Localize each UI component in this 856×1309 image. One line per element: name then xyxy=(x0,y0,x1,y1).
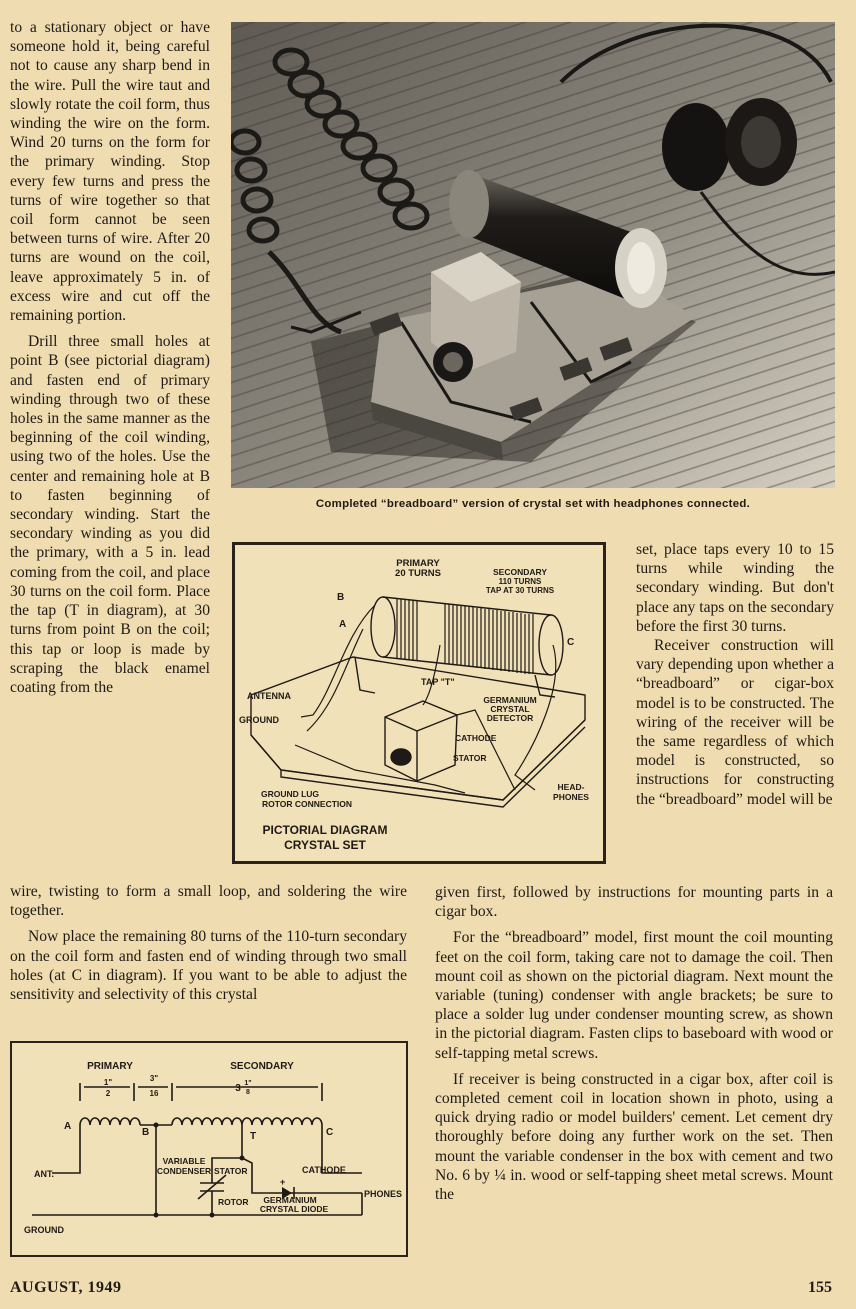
label-antenna: ANTENNA xyxy=(247,691,291,701)
label-secondary-turns: 110 TURNS xyxy=(498,577,542,586)
schem-rotor: ROTOR xyxy=(218,1197,249,1207)
schem-dim-3-1-8-num: 1" xyxy=(244,1080,252,1087)
paragraph: set, place taps every 10 to 15 turns while winding the secondary winding. But don't place any taps on the secondary before the first 30 turns. xyxy=(636,541,834,635)
column-1-wide-text xyxy=(10,882,407,1011)
schem-dim-3-16-num: 3" xyxy=(149,1074,159,1083)
paragraph: Receiver construction will vary depending upon whether a “breadboard” or cigar-box model is to be constructed. The wiring of the receiver will be the same regardless of which model is constructed, so instructions for constructing the “breadboard” model will be xyxy=(636,637,834,808)
paragraph: given first, followed by instructions for mounting parts in a cigar box. xyxy=(435,884,833,921)
page-number: 155 xyxy=(808,1279,832,1296)
schem-label-a: A xyxy=(64,1121,72,1132)
label-a: A xyxy=(339,619,347,630)
schematic-diagram xyxy=(10,1041,408,1257)
label-secondary-tap: TAP AT 30 TURNS xyxy=(485,586,555,595)
photo-caption: Completed “breadboard” version of crystal set with headphones connected. xyxy=(315,498,751,510)
issue-date: AUGUST, 1949 xyxy=(10,1279,122,1296)
label-b: B xyxy=(337,592,345,603)
schem-label-c: C xyxy=(326,1127,334,1138)
pictorial-title: PICTORIAL DIAGRAM xyxy=(262,823,388,837)
label-secondary: SECONDARY xyxy=(493,567,547,577)
column-3-upper-text xyxy=(636,540,834,809)
label-c: C xyxy=(567,637,575,648)
schem-dim-half-num: 1" xyxy=(103,1078,113,1087)
label-ground-lug: GROUND LUG xyxy=(260,789,320,799)
schem-plus: + xyxy=(280,1177,286,1187)
schem-secondary: SECONDARY xyxy=(230,1061,294,1072)
paragraph: If receiver is being constructed in a cigar box, after coil is completed cement coil in location shown in photo, using a quick drying radio or model builders' cement. Let cement dry thoroughly before doing any further work on the set. Then mount the variable condenser in the box with cement and two No. 6 by ¼ in. wood or self-tapping sheet metal screws. Mount the xyxy=(435,1070,833,1204)
label-cathode: CATHODE xyxy=(455,733,497,743)
schem-ant: ANT. xyxy=(34,1169,54,1179)
label-ground: GROUND xyxy=(239,715,279,725)
schem-dim-3-16-den: 16 xyxy=(149,1089,159,1098)
label-detector: DETECTOR xyxy=(486,713,534,723)
column-2-lower-text xyxy=(435,883,833,1211)
paragraph: wire, twisting to form a small loop, and soldering the wire together. xyxy=(10,883,407,920)
schem-variable: VARIABLE xyxy=(162,1156,206,1166)
schem-germanium: GERMANIUM xyxy=(263,1195,317,1205)
schem-primary: PRIMARY xyxy=(87,1061,133,1072)
schem-phones: PHONES xyxy=(364,1189,403,1199)
schem-label-t: T xyxy=(250,1131,257,1142)
paragraph: to a stationary object or have someone hold it, being careful not to cause any sharp bend in the wire. Pull the wire taut and slowly rotate the coil form, thus winding the wire on the form. Wind 20 turns on the form for the primary winding. Stop every few turns and press the turns of wire together so that coil form cannot be seen between turns of wire. After 20 turns are wound on the coil, leave approximately 5 in. of excess wire and cut off the remaining portion. xyxy=(10,19,210,325)
label-primary-turns: 20 TURNS xyxy=(395,568,441,579)
pictorial-diagram xyxy=(232,542,606,864)
schem-ground: GROUND xyxy=(24,1225,64,1235)
schem-label-b: B xyxy=(142,1127,150,1138)
crystal-set-photo xyxy=(231,22,835,488)
label-rotor-connection: ROTOR CONNECTION xyxy=(261,799,353,809)
label-germanium: GERMANIUM xyxy=(483,695,537,705)
schem-crystal-diode: CRYSTAL DIODE xyxy=(259,1204,329,1214)
label-headphones-2: PHONES xyxy=(553,792,589,802)
schem-cathode: CATHODE xyxy=(302,1165,346,1175)
pictorial-subtitle: CRYSTAL SET xyxy=(284,838,366,852)
label-headphones: HEAD- xyxy=(557,782,585,792)
column-1-upper-text xyxy=(10,18,210,697)
schem-condenser: CONDENSER xyxy=(156,1166,212,1176)
label-tap: TAP "T" xyxy=(421,677,455,687)
label-primary: PRIMARY xyxy=(396,558,440,569)
label-crystal: CRYSTAL xyxy=(490,704,530,714)
schem-stator: STATOR xyxy=(214,1166,248,1176)
paragraph: For the “breadboard” model, first mount the coil mounting feet on the coil form, taking care not to damage the coil. Then mount coil as shown on the pictorial diagram. Next mount the variable (tuning) condenser with angle brackets; be sure to place a solder lug under condenser mounting screw, as shown in the pictorial diagram. Fasten clips to baseboard with wood or self-tapping metal screws. xyxy=(435,929,833,1062)
schem-dim-3-1-8-den: 8 xyxy=(246,1089,250,1096)
paragraph: Now place the remaining 80 turns of the 110-turn secondary on the coil form and fasten end of winding through two small holes (at C in diagram). If you want to be able to adjust the sensitivity and selectivity of this crystal xyxy=(10,928,407,1004)
label-stator: STATOR xyxy=(453,753,487,763)
paragraph: Drill three small holes at point B (see pictorial diagram) and fasten end of primary winding through two of these holes in the same manner as the beginning of the coil winding, using two of the holes. Use the center and remaining hole at B to fasten beginning of secondary winding. Start the secondary winding as you did the primary, with a 5 in. lead coming from the coil, and place 30 turns on the coil form. Place the tap (T in diagram), at 30 turns from point B on the coil; this tap or loop is made by scraping the black enamel coating from the xyxy=(10,333,210,696)
schem-dim-3-1-8: 3 xyxy=(235,1083,241,1094)
schem-dim-half-den: 2 xyxy=(105,1089,111,1098)
